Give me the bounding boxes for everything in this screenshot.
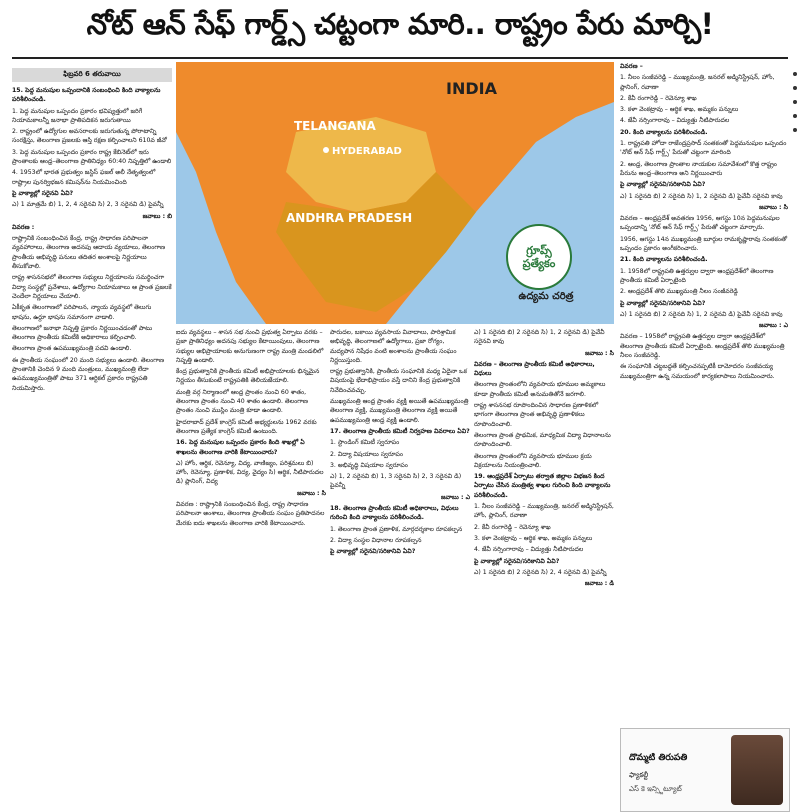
q19-explanation-4: 4. జేవీ నర్సింగారావు – విద్యుత్తు నీటిపారుదల [620, 117, 730, 125]
headline: నోట్ ఆన్ సేఫ్ గార్డ్స్ చట్టంగా మారి.. రాష్ట్రం పేరు మార్చి! [86, 7, 714, 41]
question-19: 19. ఆంధ్రప్రదేశ్ ఏర్పాటు తర్వాత జిల్లాల విభజన కింద ఏర్పాటు చేసిన మంత్రిత్వ శాఖల గురించి కింది వాక్యాలను పరిశీలించండి. [474, 473, 611, 499]
q16-options: ఎ) హోం, ఆర్థిక, రెవెన్యూ, విద్య, వాణిజ్యం, పరిశ్రమలు బి) హోం, రెవెన్యూ, ప్రణాళిక, విద్య, వైద్యం సి) ఆర్థిక, నీటిపారుదల డి) ప్లానింగ్, విద్య [176, 459, 324, 486]
q19-explanation-heading: వివరణ – [620, 63, 643, 70]
q15-options: ఎ) 1 మాత్రమే బి) 1, 2, 4 సరైనవి సి) 2, 3 సరైనవి డి) పైవన్నీ [12, 201, 164, 209]
q20-prompt: పై వాక్యాల్లో సరైనవి/సరికానివి ఏవి? [620, 181, 706, 189]
bullet-icon [793, 72, 797, 76]
q15-explanation-1: రాష్ట్రానికి సంబంధించిన కేంద్ర, రాష్ట్ర సాధారణ పరిపాలనా వ్యవహారాలు, తెలంగాణ అదనపు ఆదాయ వ్యయాలు, తెలంగాణ ప్రాంతీయ అభివృద్ధి పనులు తదితర అంశాలపై నిర్ణయాలు తీసుకోవాలి. [12, 235, 166, 271]
col2-para-1: ఐదు వ్యవస్థలు – శాసన సభ నుంచి ప్రభుత్వ ఏర్పాటు వరకు – ప్రజా ప్రాతినిధ్యం అదనపు సభ్యుల కేటాయింపులు, తెలంగాణ సభ్యుల అభిప్రాయాలకు అనుగుణంగా రాష్ట్ర మంత్రి మండలిలో నిష్పత్తి ఉండాలి. [176, 329, 324, 364]
q15-explanation-6: ఈ ప్రాంతీయ సంఘంలో 20 మంది సభ్యులు ఉండాలి. తెలంగాణ ప్రాంతానికి చెందిన 9 మంది మంత్రులు, ముఖ్యమంత్రి లేదా ఉపముఖ్యమంత్రితో పాటు 371 ఆర్టికల్ ప్రకారం రాష్ట్రపతి నియమిస్తారు. [12, 356, 165, 392]
q15-explanation-3: ఏకీకృత తెలంగాణలో పరిపాలన, న్యాయ వ్యవస్థలో తెలుగు భాషను, ఉర్దూ భాషను సమానంగా వాడాలి. [12, 304, 152, 321]
author-org: ఎస్ కె ఇన్స్టిట్యూట్ [629, 785, 682, 793]
map-label-ap: ANDHRA PRADESH [286, 211, 413, 225]
column-2 [176, 328, 326, 808]
q17-answer: జవాబు : ఎ [441, 493, 470, 501]
col3-para-2: రాష్ట్ర ప్రభుత్వానికి, ప్రాంతీయ సంఘానికి మధ్య ఏదైనా ఒక విషయంపై భేదాభిప్రాయం వస్తే దానిని కేంద్ర ప్రభుత్వానికి నివేదించవచ్చు. [330, 368, 467, 394]
q18-explanation-heading: వివరణ – తెలంగాణ ప్రాంతీయ కమిటీ అధికారాలు, విధులు [474, 360, 595, 378]
map-label-telangana: TELANGANA [294, 119, 376, 133]
q20-statement-1: 1. రాష్ట్రపతి హోదా రాజేంద్రప్రసాద్ సంతకంతో పెద్దమనుషుల ఒప్పందం 'నోట్ ఆన్ సేఫ్ గార్డ్స్' పేరుతో చట్టంగా మారింది [620, 140, 787, 157]
q15-answer: జవాబు : బి [142, 212, 172, 220]
q20-options: ఎ) 1 సరైనది బి) 2 సరైనది సి) 1, 2 సరైనవి డి) పైవేవీ సరైనవి కావు [620, 192, 783, 200]
q17-statement-1: 1. స్టాండింగ్ కమిటీ స్వరూపం [330, 439, 400, 447]
q21-statement-2: 2. ఆంధ్రప్రదేశ్ తొలి ముఖ్యమంత్రి నీలం సంజీవరెడ్డి [620, 288, 738, 296]
q18-explanation-2: రాష్ట్ర శాసనసభ రూపొందించిన సాధారణ ప్రణాళికలో భాగంగా తెలంగాణ ప్రాంత అభివృద్ధి ప్రణాళికలు రూపొందించాలి. [474, 402, 599, 428]
q20-explanation-2: 1956, ఆగస్టు 14న ముఖ్యమంత్రి బూర్గుల రామకృష్ణారావు సంతకంతో ఒప్పందం ప్రకారం అంగీకరించారు. [620, 235, 788, 253]
col2-para-3: మంత్రి వర్గ నిర్మాణంలో ఆంధ్ర ప్రాంతం నుంచి 60 శాతం, తెలంగాణ ప్రాంతం నుంచి 40 శాతం ఉండాలి. తెలంగాణ ప్రాంతం నుంచి ముస్లిం మంత్రి కూడా ఉండాలి. [176, 388, 309, 415]
bullet-icon [793, 128, 797, 132]
q21-prompt: పై వాక్యాల్లో సరైనవి/సరికానివి ఏవి? [620, 299, 706, 307]
q21-statement-1: 1. 1958లో రాష్ట్రపతి ఉత్తర్వుల ద్వారా ఆంధ్రప్రదేశ్‌లో తెలంగాణ ప్రాంతీయ కమిటీ ఏర్పాటైంది [620, 267, 774, 284]
bullet-icon [793, 114, 797, 118]
q21-explanation-2: ఈ సంఘానికి చట్టబద్ధతే కల్పించనప్పటికీ దామోదరం సంజీవయ్య ముఖ్యమంత్రిగా ఉన్న సమయంలో కార్యకలాపాలు నియమించారు. [620, 363, 775, 380]
q15-explanation-5: తెలంగాణ ప్రాంత ఉపముఖ్యమంత్రి పదవి ఉండాలి. [12, 345, 132, 353]
col3-para-3: ముఖ్యమంత్రి ఆంధ్ర ప్రాంతం వ్యక్తి అయితే ఉపముఖ్యమంత్రి తెలంగాణ వ్యక్తి, ముఖ్యమంత్రి తెలంగాణ వ్యక్తి అయితే ఉపముఖ్యమంత్రి ఆంధ్ర వ్యక్తి ఉండాలి. [330, 398, 469, 424]
column-5 [620, 62, 788, 724]
col2-para-2: కేంద్ర ప్రభుత్వానికి ప్రాంతీయ కమిటీ అభిప్రాయాలకు భిన్నమైన నిర్ణయం తీసుకుంటే రాష్ట్రపతికి తెలియజేయాలి. [176, 368, 320, 385]
q19-explanation-2: 2. కేవీ రంగారెడ్డి – రెవెన్యూ శాఖ [620, 94, 697, 102]
column-3 [330, 328, 470, 808]
q18-explanation-4: తెలంగాణ ప్రాంతంలోని వ్యవసాయ భూముల క్రయ విక్రయాలను నియంత్రించాలి. [474, 452, 592, 469]
bullet-icon [793, 100, 797, 104]
q21-answer: జవాబు : ఎ [759, 322, 788, 330]
q15-statement-1: 1. పెద్ద మనుషుల ఒప్పందం ప్రకారం భవిష్యత్తులో జరిగే నియామకాలన్నీ జనాభా ప్రాతిపదికన జరుగుతాయి [12, 107, 143, 124]
q15-statement-3: 3. పెద్ద మనుషుల ఒప్పందం ప్రకారం రాష్ట్ర కేబినెట్‌లో ఇరు ప్రాంతాలకు ఆంధ్ర–తెలంగాణ ప్రాతినిధ్యం 60:40 నిష్పత్తిలో ఉండాలి [12, 148, 172, 166]
q20-explanation: వివరణ – ఆంధ్రప్రదేశ్ అవతరణ 1956, ఆగస్టు 10న పెద్దమనుషుల ఒప్పందాన్ని 'నోట్ ఆన్ సేఫ్ గార్డ్స్' పేరుతో చట్టంగా మార్చారు. [620, 215, 780, 232]
question-15: 15. పెద్ద మనుషుల ఒప్పందానికి సంబంధించి కింది వాక్యాలను పరిశీలించండి. [12, 87, 161, 104]
q18-options: ఎ) 1 సరైనది బి) 2 సరైనది సి) 1, 2 సరైనవి డి) పైవేవీ సరైనవి కావు [474, 329, 605, 346]
q18-statement-2: 2. విద్యా సంస్థల విధానాల రూపకల్పన [330, 536, 422, 544]
q17-statement-3: 3. అభివృద్ధి విషయాల స్వరూపం [330, 461, 408, 469]
column-1 [12, 86, 172, 808]
q17-statement-2: 2. విద్యా విషయాలు స్వరూపం [330, 450, 404, 458]
column-4 [474, 328, 614, 808]
date-strip: ఫిబ్రవరి 6 తరువాయి [12, 68, 172, 82]
col2-para-4: హైదరాబాద్ ప్రదేశ్ కాంగ్రెస్ కమిటీ అభ్యర్థులను 1962 వరకు తెలంగాణ ప్రత్యేక కాంగ్రెస్ కమిటీ ఉంటుంది. [176, 418, 317, 435]
q19-statement-1: 1. నీలం సంజీవరెడ్డి – ముఖ్యమంత్రి, జనరల్ అడ్మినిస్ట్రేషన్, హోం, ప్లానింగ్, రవాణా [474, 503, 614, 520]
q18-explanation-1: తెలంగాణ ప్రాంతంలోని వ్యవసాయ భూముల అమ్మకాలు కూడా ప్రాంతీయ కమిటీ అనుమతితోనే జరగాలి. [474, 381, 606, 398]
q19-statement-3: 3. కళా వెంకట్రావు – ఆర్థిక శాఖ, అమ్మకం పన్నులు [474, 534, 593, 542]
q21-options: ఎ) 1 సరైనది బి) 2 సరైనది సి) 1, 2 సరైనవి డి) పైవేవీ సరైనవి కావు [620, 310, 783, 318]
question-18: 18. తెలంగాణ ప్రాంతీయ కమిటీ అధికారాలు, విధులు గురించి కింది వాక్యాలను పరిశీలించండి. [330, 505, 459, 522]
question-20: 20. కింది వాక్యాలను పరిశీలించండి. [620, 128, 708, 136]
q19-statement-2: 2. కేవీ రంగారెడ్డి – రెవెన్యూ శాఖ [474, 523, 551, 531]
q16-answer: జవాబు : సి [297, 489, 326, 497]
q15-explanation-heading: వివరణ : [12, 223, 35, 231]
q18-prompt: పై వాక్యాల్లో సరైనవి/సరికానివి ఏవి? [330, 548, 416, 556]
bullet-icon [793, 86, 797, 90]
author-role: ఫ్యాకల్టీ [629, 771, 649, 779]
q17-options: ఎ) 1, 2 సరైనవి బి) 1, 3 సరైనవి సి) 2, 3 సరైనవి డి) పైవన్నీ [330, 473, 462, 490]
q18-statement-1: 1. తెలంగాణ ప్రాంత ప్రణాళిక, మార్గదర్శకాల రూపకల్పన [330, 525, 463, 533]
badge-subtitle: ఉద్యమ చరిత్ర [518, 291, 574, 302]
author-name: దొమ్మటి తిరుపతి [629, 753, 688, 763]
q21-explanation: వివరణ – 1958లో రాష్ట్రపతి ఉత్తర్వుల ద్వారా ఆంధ్రప్రదేశ్‌లో తెలంగాణ ప్రాంతీయ కమిటీ ఏర్పాటైంది. ఆంధ్రప్రదేశ్ తొలి ముఖ్యమంత్రి నీలం సంజీవరెడ్డి. [620, 333, 785, 360]
q15-explanation-4: తెలంగాణలో జనాభా నిష్పత్తి ప్రకారం నిర్ణయించడంతో పాటు తెలంగాణ ప్రాంతీయ కమిటీకి అధికారాలు కల్పించాలి. [12, 324, 153, 342]
q16-explanation: వివరణ : రాష్ట్రానికి సంబంధించిన కేంద్ర, రాష్ట్ర సాధారణ పరిపాలనా అంశాలు, తెలంగాణ ప్రాంతీయ సంఘం ప్రతిపాదనల మేరకు ఐదు శాఖలను తెలంగాణ వారికి కేటాయించారు. [176, 501, 325, 527]
question-21: 21. కింది వాక్యాలను పరిశీలించండి. [620, 256, 708, 264]
q19-prompt: పై వాక్యాల్లో సరైనవి/సరికానివి ఏవి? [474, 557, 560, 565]
q15-explanation-2: రాష్ట్ర శాసనసభలో తెలంగాణ సభ్యులు నిర్ణయాలను సమర్థించగా విద్యా సంస్థల్లో ప్రవేశాలు, ఉద్యోగాల నియామకాలు ఆ ప్రాంత ప్రజలకే చెందేలా నిర్ణయాలు చేయాలి. [12, 274, 172, 300]
col3-para-1: పారుదల, బకాయి వ్యవసాయ వివాదాలు, పారిశ్రామిక అభివృద్ధి, తెలంగాణలో ఉద్యోగాలు, ప్రజా రోగ్యం, మద్యపాన నిషేధం వంటి అంశాలను ప్రాంతీయ సంఘం నిర్ణయిస్తుంది. [330, 329, 457, 364]
q19-explanation-3: 3. కళా వెంకట్రావు – ఆర్థిక శాఖ, అమ్మకం పన్నులు [620, 106, 739, 114]
author-box [620, 728, 790, 812]
q20-answer: జవాబు : సి [759, 203, 788, 211]
q19-statement-4: 4. జేవీ నర్సింగారావు – విద్యుత్తు నీటిపారుదల [474, 546, 584, 554]
q19-explanation-1: 1. నీలం సంజీవరెడ్డి – ముఖ్యమంత్రి, జనరల్ అడ్మినిస్ట్రేషన్, హోం, ప్లానింగ్, రవాణా [620, 74, 775, 91]
q15-statement-2: 2. రాష్ట్రంలో ఉద్యోగుల అవసరాలకు జరుగుతున్న పోరాటాన్ని సంరక్షిస్తు, తెలంగాణ ప్రజలకు ఆస్తి రక్షణ కల్పించాలని 610వ జీవో [12, 128, 167, 145]
q18-answer: జవాబు : సి [585, 349, 614, 357]
q20-statement-2: 2. ఆంధ్ర, తెలంగాణ ప్రాంతాల నాయకుల సమావేశంలో కొత్త రాష్ట్రం పేరును ఆంధ్ర–తెలంగాణ అని నిర్ణయించారు [620, 160, 777, 177]
q19-answer: జవాబు : డి [584, 580, 614, 588]
author-avatar [731, 735, 783, 805]
hyderabad-marker [323, 147, 329, 153]
question-16: 16. పెద్ద మనుషుల ఒప్పందం ప్రకారం కింది శాఖల్లో ఏ శాఖలను తెలంగాణ వారికి కేటాయించారు? [176, 439, 305, 456]
q15-prompt: పై వాక్యాల్లో సరైనవి ఏవి? [12, 189, 74, 197]
map-label-hyderabad: HYDERABAD [332, 146, 402, 157]
adjacent-column-edge [790, 62, 800, 782]
headline-rule [12, 57, 788, 59]
map-label-india: INDIA [446, 79, 497, 98]
q15-statement-4: 4. 1953లో భారత ప్రభుత్వం జస్టిస్ ఫజల్ అలీ నేతృత్వంలో రాష్ట్రాల పునర్విభజన కమిషన్‌ను నియమించింది [12, 169, 156, 186]
q18-explanation-3: తెలంగాణ ప్రాంత ప్రాథమిక, మాధ్యమిక విద్యా విధానాలను రూపొందించాలి. [474, 431, 611, 449]
question-17: 17. తెలంగాణ ప్రాంతీయ కమిటీ నిర్వహణ వివరాలు ఏవి? [330, 427, 470, 435]
q19-options: ఎ) 1 సరైనది బి) 2 సరైనది సి) 2, 4 సరైనవి డి) పైవన్నీ [474, 568, 607, 576]
groups-special-badge: గ్రూప్స్ ప్రత్యేకం [506, 224, 572, 290]
